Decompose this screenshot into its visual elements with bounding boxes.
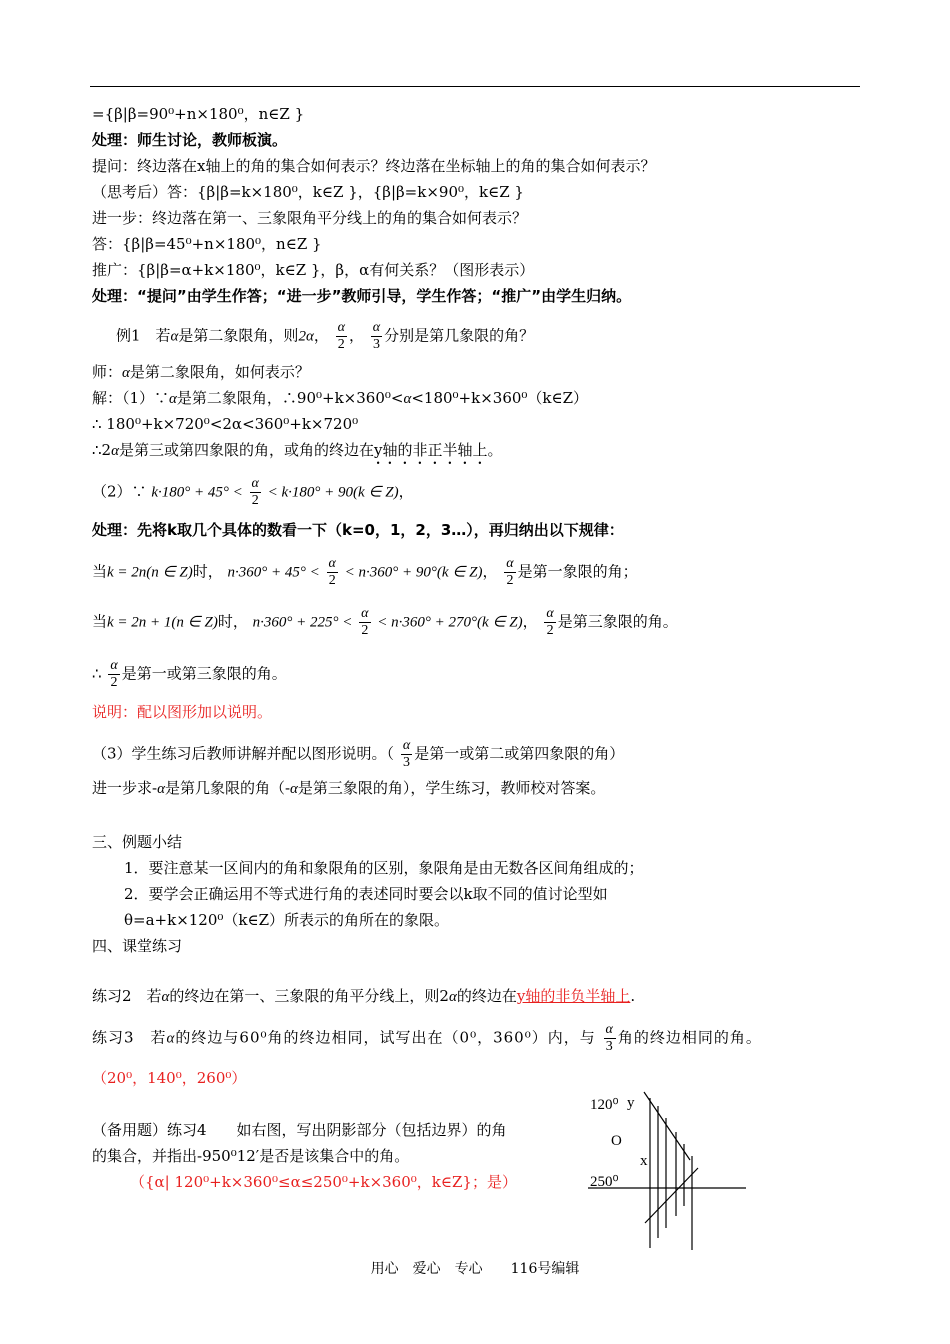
label-x: x [640, 1153, 648, 1169]
text-line: 处理：师生讨论，教师板演。 [92, 131, 288, 149]
text-line: （3）学生练习后教师讲解并配以图形说明。（ $\frac{\alpha}{3}$ 是第一或第二或第四象限的角） [92, 738, 625, 770]
terminal-side-120 [644, 1092, 690, 1160]
text-line: 答：{β|β=45⁰+n×180⁰，n∈Z } [92, 235, 322, 253]
example-1: 例1 若α是第二象限角，则2α， $\frac{\alpha}{2}$ ， $\frac{\alpha}{3}$ 分别是第几象限的角？ [116, 320, 535, 352]
section-heading: 三、例题小结 [92, 833, 183, 851]
exercise-2: 练习2 若α的终边在第一、三象限的角平分线上，则2α的终边在y轴的非负半轴上. [92, 987, 636, 1005]
fraction: $\frac{\alpha}{2}$ [251, 476, 259, 508]
text-line: （2）∵ k·180° + 45° < $\frac{\alpha}{2}$ < k·180° + 90(k ∈ Z)， [92, 476, 414, 508]
text-line: 1．要注意某一区间内的角和象限角的区别，象限角是由无数各区间角组成的； [124, 859, 644, 877]
answer-line: （20⁰，140⁰，260⁰） [92, 1069, 247, 1087]
text-line: 师：α是第二象限角，如何表示？ [92, 363, 310, 381]
text-line: 的集合，并指出-950⁰12′是否是该集合中的角。 [92, 1147, 410, 1165]
text-line: θ=a+k×120⁰（k∈Z）所表示的角所在的象限。 [124, 911, 450, 929]
label-120: 120⁰ [590, 1097, 619, 1113]
text-line: ={β|β=90⁰+n×180⁰，n∈Z } [92, 105, 305, 123]
fraction: $\frac{\alpha}{2}$ [506, 556, 514, 588]
text-line: ∴2α是第三或第四象限的角，或角的终边在y轴的非正半轴上。 [92, 441, 503, 459]
fraction: $\frac{\alpha}{3}$ [372, 320, 381, 352]
section-heading: 四、课堂练习 [92, 937, 183, 955]
answer-line: （{α| 120⁰+k×360⁰≤α≤250⁰+k×360⁰，k∈Z}；是） [130, 1173, 517, 1191]
fraction: $\frac{\alpha}{3}$ [402, 738, 411, 770]
fraction: $\frac{\alpha}{3}$ [605, 1022, 614, 1054]
label-250: 250⁰ [590, 1174, 619, 1190]
text-line: 提问：终边落在x轴上的角的集合如何表示？终边落在坐标轴上的角的集合如何表示？ [92, 157, 656, 175]
header-rule [90, 86, 860, 87]
fraction: $\frac{\alpha}{2}$ [110, 658, 118, 690]
label-y: y [627, 1095, 635, 1111]
page-footer: 用心 爱心 专心 116号编辑 [370, 1261, 580, 1277]
text-line: 处理：“提问”由学生作答；“进一步”教师引导，学生作答；“推广”由学生归纳。 [92, 287, 632, 305]
text-line: 推广：{β|β=α+k×180⁰，k∈Z }，β，α有何关系？（图形表示） [92, 261, 535, 279]
text-line: 处理：先将k取几个具体的数看一下（k=0，1，2，3…），再归纳出以下规律： [92, 521, 624, 539]
fraction: $\frac{\alpha}{2}$ [337, 320, 345, 352]
note-line: 说明：配以图形加以说明。 [92, 703, 273, 721]
fraction: $\frac{\alpha}{2}$ [361, 606, 369, 638]
fraction: $\frac{\alpha}{2}$ [328, 556, 336, 588]
label-origin: O [611, 1133, 622, 1149]
exercise-3: 练习3 若α的终边与60⁰角的终边相同，试写出在（0⁰，360⁰）内，与 $\frac{\alpha}{3}$ 角的终边相同的角。 [92, 1022, 762, 1054]
text-line: （思考后）答：{β|β=k×180⁰，k∈Z }，{β|β=k×90⁰，k∈Z } [92, 183, 524, 201]
text-line: 2．要学会正确运用不等式进行角的表述同时要会以k取不同的值讨论型如 [124, 885, 608, 903]
text-line: ∴ $\frac{\alpha}{2}$ 是第一或第三象限的角。 [92, 658, 287, 690]
case-2: 当k = 2n + 1(n ∈ Z)时， n·360° + 225° < $\frac{\alpha}{2}$ < n·360° + 270°(k ∈ Z)， $\frac{\alpha}{2}$ 是第三象限的角。 [92, 606, 678, 638]
terminal-side-250 [645, 1168, 698, 1223]
text-line: 解：（1）∵α是第二象限角，∴90⁰+k×360⁰<α<180⁰+k×360⁰（k∈Z） [92, 389, 589, 407]
text-line: ∴ 180⁰+k×720⁰<2α<360⁰+k×720⁰ [92, 415, 359, 433]
fraction: $\frac{\alpha}{2}$ [546, 606, 554, 638]
text-line: 进一步：终边落在第一、三象限角平分线上的角的集合如何表示？ [92, 209, 528, 227]
text-line: 进一步求-α是第几象限的角（-α是第三象限的角），学生练习，教师校对答案。 [92, 779, 606, 797]
text-line: （备用题）练习4 如右图，写出阴影部分（包括边界）的角 [92, 1121, 507, 1139]
case-1: 当k = 2n(n ∈ Z)时， n·360° + 45° < $\frac{\alpha}{2}$ < n·360° + 90°(k ∈ Z)， $\frac{\alpha}{2}$ 是第一象限的角； [92, 556, 638, 588]
